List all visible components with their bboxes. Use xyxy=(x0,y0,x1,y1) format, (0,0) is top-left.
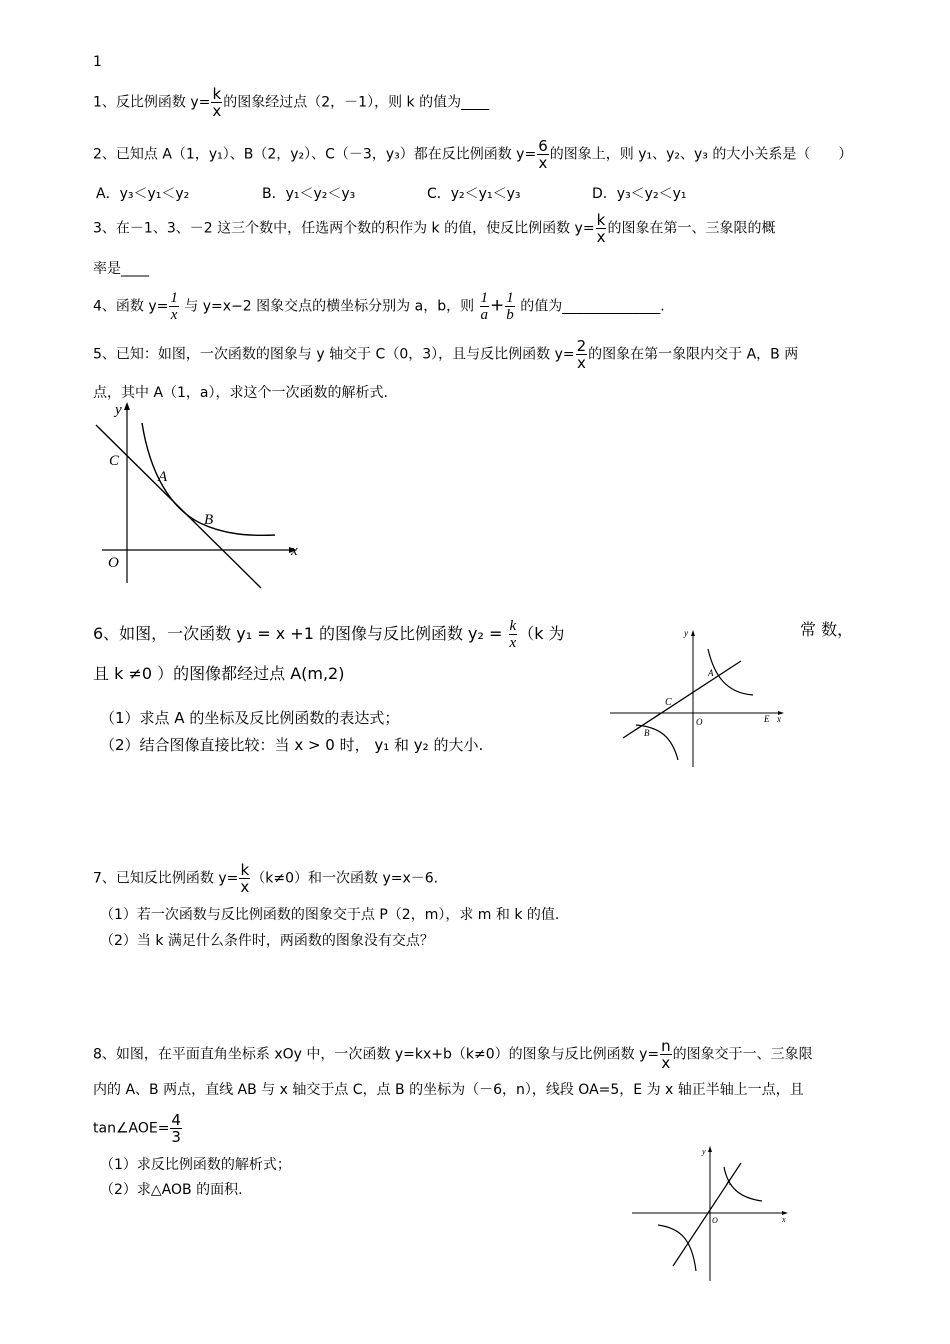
q8-text-pre: 8、如图，在平面直角坐标系 xOy 中，一次函数 y=kx+b（k≠0）的图象与反比例函数 y= xyxy=(93,1046,660,1063)
q5-text-pre: 5、已知：如图，一次函数的图象与 y 轴交于 C（0，3），且与反比例函数 y= xyxy=(93,346,575,363)
question-7 xyxy=(93,862,438,895)
q1-num: k xyxy=(212,85,222,103)
fig6-label-o: O xyxy=(696,717,703,727)
q3-num: k xyxy=(596,211,606,229)
fig5-y-arrow xyxy=(124,402,130,410)
q8-line-2: 内的 A、B 两点，直线 AB 与 x 轴交于点 C，点 B 的坐标为（－6，n），线段 OA=5，E 为 x 轴正半轴上一点，且 xyxy=(93,1082,804,1098)
question-5 xyxy=(93,338,798,371)
q4-text-post: 的值为______________. xyxy=(515,298,665,315)
question-6 xyxy=(93,618,565,651)
q4-text-pre: 4、函数 y= xyxy=(93,298,169,315)
question-3 xyxy=(93,212,775,245)
q4-den1: x xyxy=(170,307,178,323)
q4-fraction-2 xyxy=(480,290,490,323)
fig8-hyperbola-q3 xyxy=(658,1225,696,1271)
q2-option-b: B．y₁＜y₂＜y₃ xyxy=(262,186,356,202)
q4-den3: b xyxy=(506,307,514,323)
q3-fraction xyxy=(596,212,607,245)
q2-option-d: D．y₃＜y₂＜y₁ xyxy=(592,186,687,202)
q4-num2: 1 xyxy=(480,290,489,306)
fig6-label-y: y xyxy=(684,628,688,638)
fig5-label-x: x xyxy=(291,543,298,559)
question-4 xyxy=(93,290,665,323)
fig6-label-e: E xyxy=(764,714,770,724)
fig5-label-y: y xyxy=(115,402,122,418)
fig8-label-o: O xyxy=(712,1216,718,1225)
fig6-label-c: C xyxy=(665,697,672,708)
q3-text-post: 的图象在第一、三象限的概 xyxy=(607,220,776,237)
fig6-y-arrow xyxy=(691,630,695,636)
q5-fraction xyxy=(576,338,588,371)
q6-text-b: （k 为 xyxy=(518,624,565,643)
q7-text-post: （k≠0）和一次函数 y=x－6. xyxy=(251,870,439,887)
q7-den: x xyxy=(240,878,250,896)
q5-line-2: 点，其中 A（1，a），求这个一次函数的解析式. xyxy=(93,385,388,401)
fig5-label-a: A xyxy=(158,469,168,485)
q8-figure xyxy=(628,1143,793,1283)
q8-tan-den: 3 xyxy=(171,1128,181,1146)
fig6-hyperbola-q3 xyxy=(636,725,678,760)
q8-tan-text: tan∠AOE= xyxy=(93,1120,170,1137)
q4-num1: 1 xyxy=(170,290,178,306)
fig5-label-o: O xyxy=(108,555,119,571)
q8-tan-num: 4 xyxy=(171,1111,181,1129)
q4-num3: 1 xyxy=(506,290,514,306)
q6-num: k xyxy=(509,618,517,634)
q2-den: x xyxy=(538,154,548,172)
q7-part-2: （2）当 k 满足什么条件时，两函数的图象没有交点？ xyxy=(100,933,434,949)
q3-text-pre: 3、在－1、3、－2 这三个数中，任选两个数的积作为 k 的值，使反比例函数 y= xyxy=(93,220,595,237)
q2-text-pre: 2、已知点 A（1，y₁）、B（2，y₂）、C（－3，y₃）都在反比例函数 y= xyxy=(93,146,537,163)
fig5-label-b: B xyxy=(204,512,214,528)
q6-fraction xyxy=(509,618,518,651)
q8-num: n xyxy=(661,1037,671,1055)
q6-part-1: （1）求点 A 的坐标及反比例函数的表达式； xyxy=(100,709,400,727)
fig6-label-a: A xyxy=(708,668,714,678)
page-number: 1 xyxy=(93,54,102,70)
q2-num: 6 xyxy=(538,137,548,155)
q5-den: x xyxy=(576,354,586,372)
fig8-label-y: y xyxy=(702,1147,706,1156)
fig8-label-x: x xyxy=(782,1215,786,1224)
q6-part-2: （2）结合图像直接比较：当 x > 0 时， y₁ 和 y₂ 的大小. xyxy=(100,736,484,754)
q7-part-1: （1）若一次函数与反比例函数的图象交于点 P（2，m），求 m 和 k 的值. xyxy=(100,907,560,923)
q6-line-2: 且 k ≠0 ）的图像都经过点 A(m,2) xyxy=(93,664,345,683)
fig6-label-x: x xyxy=(777,714,781,724)
q8-den: x xyxy=(661,1054,671,1072)
q7-fraction xyxy=(239,862,250,895)
q6-den: x xyxy=(509,635,517,651)
q8-part-2: （2）求△AOB 的面积. xyxy=(100,1182,243,1198)
question-1 xyxy=(93,86,489,119)
q6-text-c: 常 数， xyxy=(800,620,854,639)
fig6-hyperbola-q1 xyxy=(708,649,753,695)
fig6-line xyxy=(623,661,741,738)
q6-figure xyxy=(608,625,788,770)
q8-part-1: （1）求反比例函数的解析式； xyxy=(100,1157,291,1173)
q4-den2: a xyxy=(480,307,489,323)
q8-fraction xyxy=(660,1038,672,1071)
q2-fraction xyxy=(537,138,549,171)
q8-line-3 xyxy=(93,1112,183,1145)
q5-text-post: 的图象在第一象限内交于 A，B 两 xyxy=(588,346,799,363)
q7-text-pre: 7、已知反比例函数 y= xyxy=(93,870,239,887)
fig8-y-arrow xyxy=(708,1146,712,1152)
question-2 xyxy=(93,138,852,171)
q5-num: 2 xyxy=(576,337,587,355)
question-8 xyxy=(93,1038,813,1071)
q7-num: k xyxy=(240,861,250,879)
q4-text-mid: 与 y=x−2 图象交点的横坐标分别为 a，b，则 xyxy=(179,298,479,315)
q2-option-c: C．y₂＜y₁＜y₃ xyxy=(427,186,521,202)
q5-figure xyxy=(90,398,310,593)
q1-den: x xyxy=(212,102,222,120)
q6-text-a: 6、如图，一次函数 y₁ = x +1 的图像与反比例函数 y₂ = xyxy=(93,624,508,643)
q8-tan-fraction xyxy=(170,1112,182,1145)
q8-text-post: 的图象交于一、三象限 xyxy=(672,1046,813,1063)
q4-plus: + xyxy=(490,295,505,316)
q3-line-2: 率是____ xyxy=(93,261,149,277)
q4-fraction-1 xyxy=(169,290,179,323)
fig6-label-b: B xyxy=(644,728,650,738)
q2-text-post: 的图象上，则 y₁、y₂、y₃ 的大小关系是（ ） xyxy=(549,146,853,163)
q1-text-post: 的图象经过点（2，－1），则 k 的值为____ xyxy=(223,94,490,111)
q3-den: x xyxy=(596,228,606,246)
q4-fraction-3 xyxy=(505,290,515,323)
fig8-label-a: A xyxy=(726,1178,731,1187)
q1-fraction xyxy=(211,86,222,119)
fig5-label-c: C xyxy=(109,453,120,469)
q2-option-a: A．y₃＜y₁＜y₂ xyxy=(96,186,190,202)
q1-text-pre: 1、反比例函数 y= xyxy=(93,94,211,111)
